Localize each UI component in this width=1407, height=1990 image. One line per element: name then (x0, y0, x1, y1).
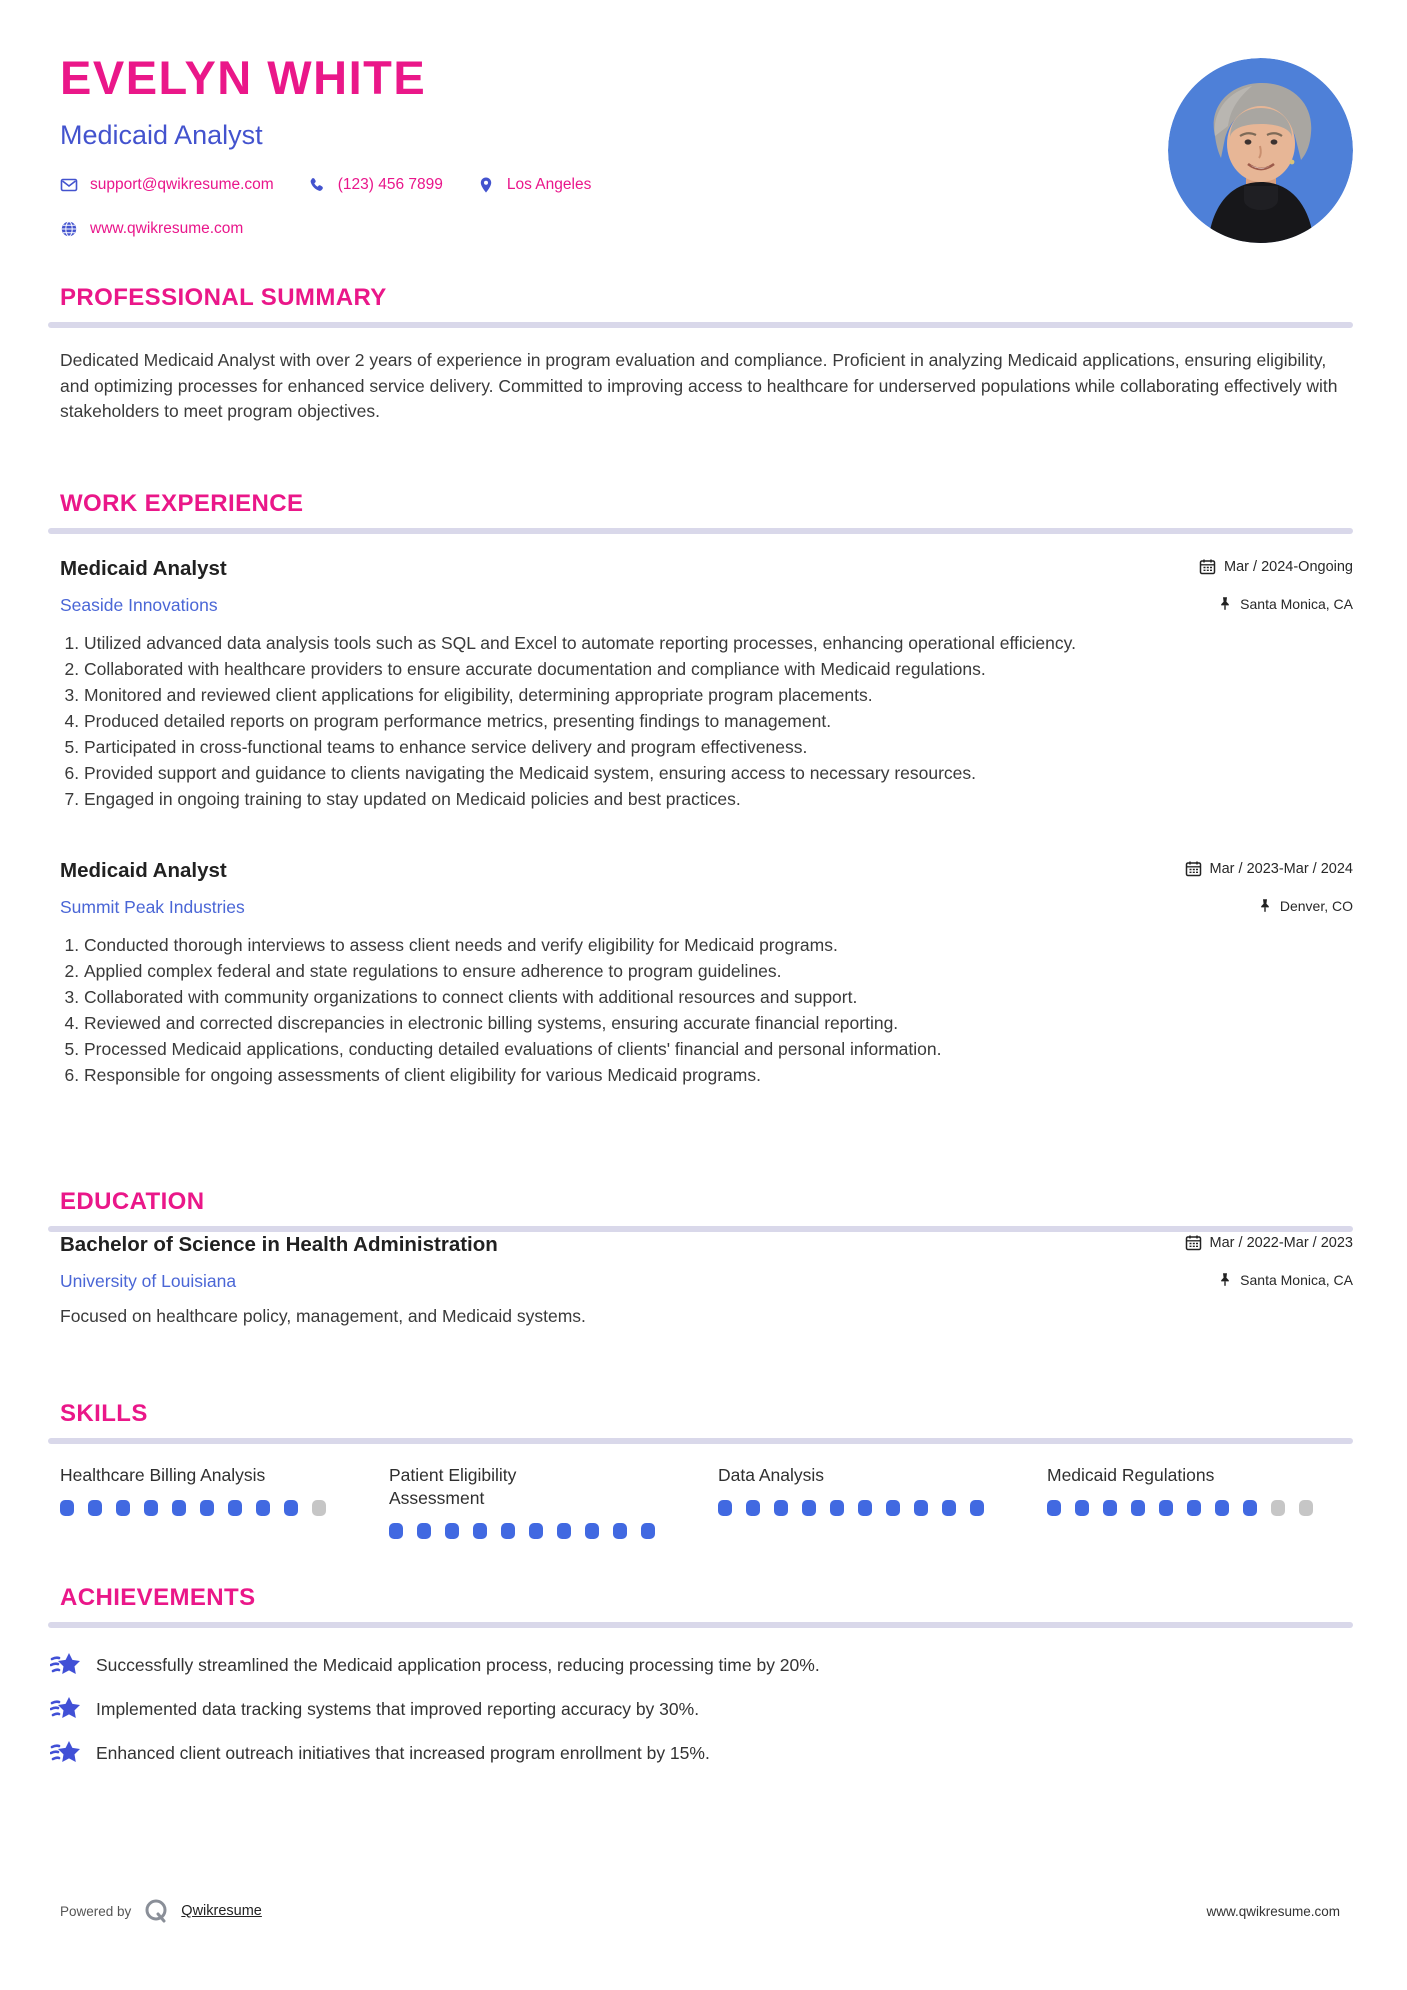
job-entry (60, 858, 1353, 1088)
job-location (1218, 596, 1353, 612)
rating-dot-filled (942, 1500, 956, 1516)
contact-website[interactable] (60, 220, 243, 238)
rating-dot-filled (802, 1500, 816, 1516)
rating-dot-filled (88, 1500, 102, 1516)
job-bullet: 4. Produced detailed reports on program performance metrics, presenting findings to management. (84, 708, 1353, 734)
rating-dot-filled (718, 1500, 732, 1516)
rating-dot-filled (1075, 1500, 1089, 1516)
pin-icon (477, 176, 495, 194)
rating-dot-filled (746, 1500, 760, 1516)
company-name: Seaside Innovations (60, 595, 218, 615)
job-bullet: 1. Conducted thorough interviews to assess client needs and verify eligibility for Medicaid programs. (84, 932, 1353, 958)
job-bullet: 3. Collaborated with community organizations to connect clients with additional resources and support. (84, 984, 1353, 1010)
contact-location (477, 176, 591, 194)
skills-heading: SKILLS (60, 1400, 148, 1427)
rating-dot-filled (970, 1500, 984, 1516)
shooting-star-icon (50, 1739, 80, 1767)
rating-dot-filled (641, 1523, 655, 1539)
job-location (1258, 898, 1353, 914)
rating-dot-filled (858, 1500, 872, 1516)
job-entry (60, 556, 1353, 812)
rating-dot-filled (886, 1500, 900, 1516)
rating-dot-filled (1131, 1500, 1145, 1516)
company-name: Summit Peak Industries (60, 897, 245, 917)
skill-rating-dots (718, 1500, 1018, 1516)
footer-website[interactable]: www.qwikresume.com (1206, 1903, 1340, 1919)
rating-dot-filled (613, 1523, 627, 1539)
rating-dot-empty (1271, 1500, 1285, 1516)
education-location (1218, 1272, 1353, 1288)
job-title: Medicaid Analyst (60, 859, 227, 882)
rating-dot-filled (1187, 1500, 1201, 1516)
section-work-experience (60, 490, 1353, 1088)
education-heading: EDUCATION (60, 1188, 205, 1215)
rating-dot-filled (529, 1523, 543, 1539)
pushpin-icon (1218, 596, 1232, 611)
section-divider (48, 1438, 1353, 1444)
contact-phone-text: (123) 456 7899 (337, 176, 443, 193)
rating-dot-filled (445, 1523, 459, 1539)
job-dates-text: Mar / 2024-Ongoing (1224, 558, 1353, 575)
rating-dot-filled (389, 1523, 403, 1539)
job-location-text: Denver, CO (1279, 897, 1353, 914)
education-dates-text: Mar / 2022-Mar / 2023 (1209, 1234, 1353, 1251)
contact-email[interactable] (60, 176, 274, 194)
achievements-heading: ACHIEVEMENTS (60, 1584, 256, 1611)
skill-item (1047, 1464, 1347, 1539)
rating-dot-filled (585, 1523, 599, 1539)
achievement-item (60, 1740, 1353, 1766)
rating-dot-filled (144, 1500, 158, 1516)
job-bullet: 2. Applied complex federal and state regulations to ensure adherence to program guidelines. (84, 958, 1353, 984)
job-bullet: 1. Utilized advanced data analysis tools such as SQL and Excel to automate reporting processes, enhancing operational efficiency. (84, 630, 1353, 656)
brand-link[interactable]: Qwikresume (181, 1903, 262, 1919)
summary-heading: PROFESSIONAL SUMMARY (60, 284, 387, 311)
job-dates (1199, 558, 1353, 575)
skill-name: Healthcare Billing Analysis (60, 1465, 266, 1485)
person-name: EVELYN WHITE (60, 51, 427, 104)
skill-item (60, 1464, 360, 1539)
footer (60, 1898, 1340, 1924)
skill-item (718, 1464, 1018, 1539)
job-bullet-list (60, 932, 1353, 1088)
skills-grid (60, 1464, 1353, 1539)
contact-email-text: support@qwikresume.com (90, 176, 274, 193)
rating-dot-filled (172, 1500, 186, 1516)
shooting-star-icon (50, 1695, 80, 1723)
job-dates-text: Mar / 2023-Mar / 2024 (1209, 860, 1353, 877)
calendar-icon (1185, 1234, 1202, 1251)
job-title: Medicaid Analyst (60, 557, 227, 580)
contact-website-text: www.qwikresume.com (90, 220, 244, 237)
website-row (60, 220, 243, 238)
job-bullet-list (60, 630, 1353, 812)
job-location-text: Santa Monica, CA (1240, 595, 1353, 612)
achievements-list (60, 1652, 1353, 1766)
education-description: Focused on healthcare policy, management, and Medicaid systems. (60, 1306, 586, 1326)
skill-name: Patient Eligibility Assessment (389, 1465, 517, 1508)
section-achievements (60, 1584, 1353, 1784)
section-divider (48, 528, 1353, 534)
profile-photo-art (1168, 58, 1353, 243)
work-heading: WORK EXPERIENCE (60, 490, 304, 517)
job-bullet: 7. Engaged in ongoing training to stay updated on Medicaid policies and best practices. (84, 786, 1353, 812)
job-dates (1185, 860, 1353, 877)
skill-rating-dots (60, 1500, 360, 1516)
section-skills (60, 1400, 1353, 1539)
contact-location-text: Los Angeles (506, 176, 592, 193)
rating-dot-filled (473, 1523, 487, 1539)
school-name: University of Louisiana (60, 1271, 237, 1291)
rating-dot-filled (284, 1500, 298, 1516)
rating-dot-filled (256, 1500, 270, 1516)
skill-rating-dots (389, 1523, 689, 1539)
rating-dot-filled (116, 1500, 130, 1516)
contact-phone (308, 176, 443, 194)
rating-dot-filled (200, 1500, 214, 1516)
rating-dot-filled (1243, 1500, 1257, 1516)
achievement-item (60, 1652, 1353, 1678)
degree-title: Bachelor of Science in Health Administration (60, 1233, 498, 1256)
skill-name: Medicaid Regulations (1047, 1465, 1215, 1485)
rating-dot-filled (914, 1500, 928, 1516)
work-jobs (60, 556, 1353, 1088)
shooting-star-icon (50, 1651, 80, 1679)
skill-name: Data Analysis (718, 1465, 825, 1485)
person-job-title: Medicaid Analyst (60, 120, 263, 150)
section-divider (48, 322, 1353, 328)
job-bullet: 5. Processed Medicaid applications, conducting detailed evaluations of clients' financial and personal information. (84, 1036, 1353, 1062)
rating-dot-filled (830, 1500, 844, 1516)
phone-icon (308, 176, 326, 194)
job-bullet: 4. Reviewed and corrected discrepancies in electronic billing systems, ensuring accurate financial reporting. (84, 1010, 1353, 1036)
rating-dot-filled (60, 1500, 74, 1516)
education-location-text: Santa Monica, CA (1240, 1271, 1353, 1288)
rating-dot-filled (774, 1500, 788, 1516)
rating-dot-filled (417, 1523, 431, 1539)
pushpin-icon (1258, 898, 1272, 913)
rating-dot-empty (312, 1500, 326, 1516)
skill-item (389, 1464, 689, 1539)
summary-text: Dedicated Medicaid Analyst with over 2 years of experience in program evaluation and compliance. Proficient in analyzing Medicaid applications, ensuring eligibility, and optimizing processes for enhanced service delivery. Committed to improving access to healthcare for underserved populations while collaborating effectively with stakeholders to meet program objectives. (60, 350, 1338, 421)
envelope-icon (60, 176, 78, 194)
rating-dot-empty (1299, 1500, 1313, 1516)
rating-dot-filled (1047, 1500, 1061, 1516)
job-bullet: 6. Provided support and guidance to clients navigating the Medicaid system, ensuring access to necessary resources. (84, 760, 1353, 786)
job-bullet: 5. Participated in cross-functional teams to enhance service delivery and program effectiveness. (84, 734, 1353, 760)
education-dates (1185, 1234, 1353, 1251)
achievement-text: Implemented data tracking systems that improved reporting accuracy by 30%. (96, 1698, 700, 1719)
achievement-text: Successfully streamlined the Medicaid application process, reducing processing time by 20%. (96, 1654, 820, 1675)
rating-dot-filled (1215, 1500, 1229, 1516)
rating-dot-filled (557, 1523, 571, 1539)
pushpin-icon (1218, 1272, 1232, 1287)
skill-rating-dots (1047, 1500, 1347, 1516)
contact-row (60, 176, 591, 194)
section-divider (48, 1622, 1353, 1628)
rating-dot-filled (501, 1523, 515, 1539)
rating-dot-filled (1103, 1500, 1117, 1516)
achievement-text: Enhanced client outreach initiatives that increased program enrollment by 15%. (96, 1742, 710, 1763)
calendar-icon (1185, 860, 1202, 877)
job-bullet: 3. Monitored and reviewed client applications for eligibility, determining appropriate program placements. (84, 682, 1353, 708)
job-bullet: 2. Collaborated with healthcare providers to ensure accurate documentation and compliance with Medicaid regulations. (84, 656, 1353, 682)
rating-dot-filled (1159, 1500, 1173, 1516)
section-summary (60, 284, 1353, 425)
q-logo (143, 1898, 169, 1924)
achievement-item (60, 1696, 1353, 1722)
profile-photo (1168, 58, 1353, 243)
section-education (60, 1188, 1353, 1329)
rating-dot-filled (228, 1500, 242, 1516)
powered-by-label: Powered by (60, 1903, 132, 1919)
calendar-icon (1199, 558, 1216, 575)
job-bullet: 6. Responsible for ongoing assessments of client eligibility for various Medicaid programs. (84, 1062, 1353, 1088)
globe-icon (60, 220, 78, 238)
